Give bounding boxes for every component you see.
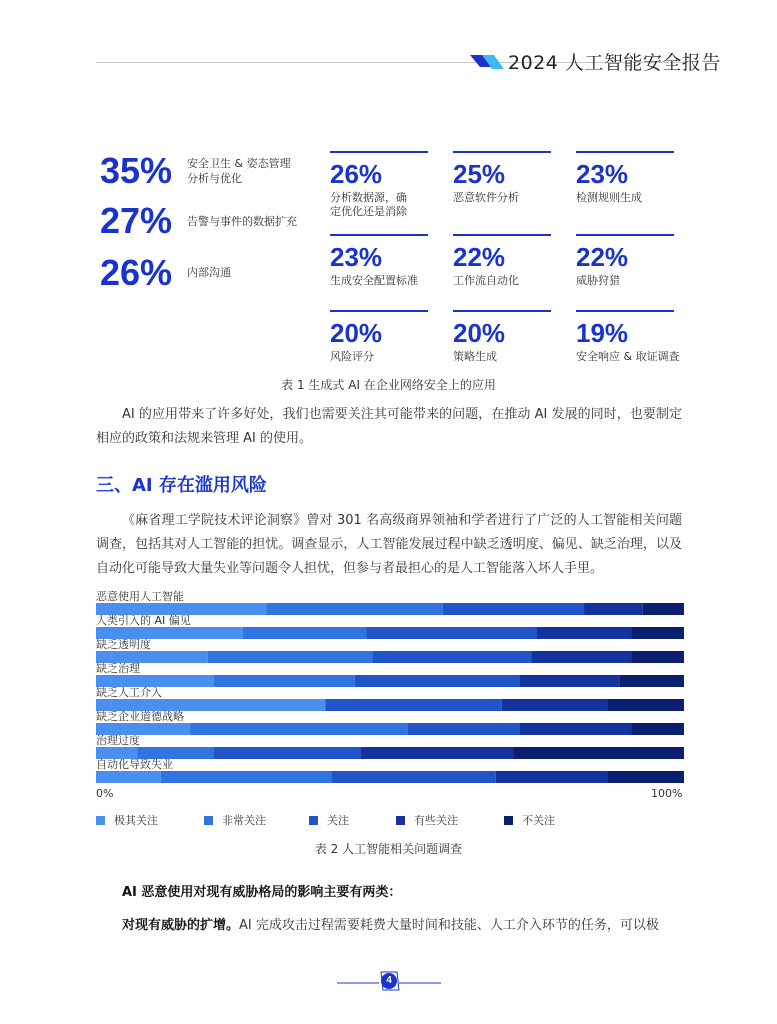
stat-label: 策略生成	[453, 350, 497, 363]
paragraph-survey: 《麻省理工学院技术评论洞察》曾对 301 名高级商界领袖和学者进行了广泛的人工智能相关问题调查，包括其对人工智能的担忧。调查显示，人工智能发展过程中缺乏透明度、偏见、缺乏治理，以及自动化可能导致大量失业等问题令人担忧，但参与者最担心的是人工智能落入坏人手里。	[96, 513, 682, 576]
page-number: 4	[386, 975, 392, 986]
bar-segment	[631, 723, 684, 735]
bar-segment	[243, 627, 366, 639]
stat-label: 安全响应 & 取证调查	[576, 350, 680, 363]
bar-segment	[502, 699, 608, 711]
stat-grid-7	[330, 310, 440, 364]
stat-label: 生成安全配置标准	[330, 274, 418, 287]
bar-segment	[96, 771, 161, 783]
stat-rule	[576, 310, 674, 312]
report-title: 2024 人工智能安全报告	[508, 52, 721, 74]
legend-swatch	[396, 816, 405, 825]
legend-item-4	[396, 812, 458, 828]
stat-label: 恶意软件分析	[453, 191, 519, 204]
legend-item-1	[96, 812, 158, 828]
stat-grid-3	[576, 151, 686, 205]
bar-segment	[208, 651, 373, 663]
category-label: 治理过度	[96, 734, 140, 747]
stat-value: 23%	[330, 242, 383, 272]
stat-big-1-label: 安全卫生 & 姿态管理 分析与优化	[187, 157, 291, 185]
legend-swatch	[309, 816, 318, 825]
bar-segment	[408, 723, 520, 735]
stat-label: 检测规则生成	[576, 191, 642, 204]
legend-label: 有些关注	[414, 814, 458, 827]
category-label: 缺乏透明度	[96, 638, 151, 651]
bar-segment	[584, 603, 643, 615]
bar-segment	[355, 675, 520, 687]
stat-label: 分析数据源，确 定优化还是消除	[330, 191, 407, 218]
concern-stacked-bar-chart	[96, 590, 684, 810]
bar-segment	[372, 651, 531, 663]
threat-amplification-text: AI 完成攻击过程需要耗费大量时间和技能、人工介入环节的任务，可以极	[239, 918, 659, 933]
stat-grid-1	[330, 151, 440, 219]
legend-label: 极其关注	[114, 814, 158, 827]
stat-value: 22%	[453, 242, 506, 272]
stat-rule	[330, 151, 428, 153]
bar-segment	[513, 747, 684, 759]
bar-segment	[631, 627, 684, 639]
stat-value: 26%	[330, 159, 383, 189]
table-1-caption: 表 1 生成式 AI 在企业网络安全上的应用	[281, 378, 496, 392]
legend-label: 不关注	[522, 814, 555, 827]
stat-rule	[330, 310, 428, 312]
paragraph-threat-amplification	[122, 914, 684, 938]
stat-grid-9	[576, 310, 686, 364]
stat-big-2-label: 告警与事件的数据扩充	[187, 215, 297, 228]
stat-grid-2	[453, 151, 563, 205]
stat-value: 25%	[453, 159, 506, 189]
stat-grid-4	[330, 234, 440, 288]
bar-segment	[443, 603, 584, 615]
stat-big-1-value: 35%	[100, 150, 173, 191]
bar-segment	[214, 675, 355, 687]
x-axis-min-label: 0%	[96, 787, 114, 800]
chart-bars-svg	[96, 590, 684, 790]
chart-legend	[96, 812, 684, 826]
stat-grid-6	[576, 234, 686, 288]
legend-swatch	[96, 816, 105, 825]
x-axis-max-label: 100%	[651, 787, 683, 800]
stat-label: 威胁狩猎	[576, 274, 620, 287]
category-label: 缺乏人工介入	[96, 686, 162, 699]
table-2-caption: 表 2 人工智能相关问题调查	[314, 842, 463, 856]
bar-segment	[619, 675, 684, 687]
bar-segment	[325, 699, 501, 711]
bar-segment	[361, 747, 514, 759]
threat-amplification-term: 对现有威胁的扩增。	[122, 918, 240, 933]
paragraph-ai-benefits: AI 的应用带来了许多好处，我们也需要关注其可能带来的问题，在推动 AI 发展的同时，也要制定相应的政策和法规来管理 AI 的使用。	[96, 407, 682, 446]
stat-rule	[453, 234, 551, 236]
stat-big-1	[100, 150, 173, 191]
category-label: 缺乏企业道德战略	[96, 710, 184, 723]
legend-item-5	[504, 812, 555, 828]
stat-grid-5	[453, 234, 563, 288]
stat-rule	[330, 234, 428, 236]
stat-grid-8	[453, 310, 563, 364]
bar-segment	[608, 699, 684, 711]
stat-value: 19%	[576, 318, 629, 348]
bar-segment	[537, 627, 631, 639]
bar-segment	[608, 771, 684, 783]
stat-big-3	[100, 252, 173, 293]
bar-segment	[267, 603, 443, 615]
category-label: 恶意使用人工智能	[96, 590, 184, 603]
stat-big-2-value: 27%	[100, 200, 173, 241]
stat-rule	[453, 151, 551, 153]
stat-value: 20%	[330, 318, 383, 348]
stat-big-2	[100, 200, 173, 241]
stat-value: 20%	[453, 318, 506, 348]
bar-segment	[631, 651, 684, 663]
bar-segment	[161, 771, 332, 783]
legend-item-2	[204, 812, 266, 828]
bar-segment	[214, 747, 361, 759]
bar-segment	[190, 723, 408, 735]
legend-label: 非常关注	[222, 814, 266, 827]
stat-rule	[576, 234, 674, 236]
bar-segment	[519, 675, 619, 687]
stat-label: 工作流自动化	[453, 274, 519, 287]
legend-swatch	[504, 816, 513, 825]
stat-big-3-label: 内部沟通	[187, 266, 231, 279]
bar-segment	[331, 771, 496, 783]
bar-segment	[496, 771, 608, 783]
legend-item-3	[309, 812, 349, 828]
section-title: 三、AI 存在滥用风险	[96, 475, 267, 496]
category-label: 人类引入的 AI 偏见	[96, 614, 191, 627]
stat-rule	[453, 310, 551, 312]
bar-segment	[643, 603, 684, 615]
stat-value: 22%	[576, 242, 629, 272]
category-label: 缺乏治理	[96, 662, 140, 675]
category-label: 自动化导致失业	[96, 758, 173, 771]
bar-segment	[519, 723, 631, 735]
legend-label: 关注	[327, 814, 349, 827]
threat-impact-heading: AI 恶意使用对现有威胁格局的影响主要有两类：	[122, 885, 402, 900]
stat-rule	[576, 151, 674, 153]
stat-value: 23%	[576, 159, 629, 189]
stat-big-3-value: 26%	[100, 252, 173, 293]
bar-segment	[366, 627, 537, 639]
header-decoration-icon	[470, 55, 510, 73]
bar-segment	[531, 651, 631, 663]
stat-label: 风险评分	[330, 350, 374, 363]
legend-swatch	[204, 816, 213, 825]
